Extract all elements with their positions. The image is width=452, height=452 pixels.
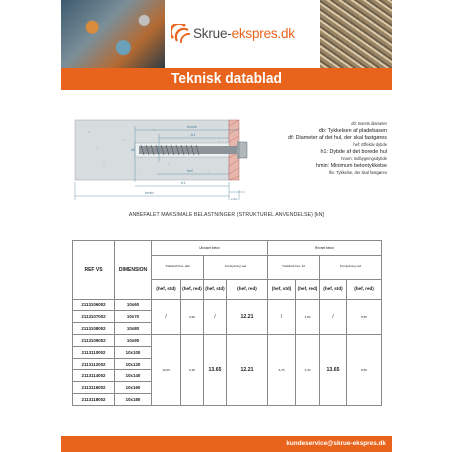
unit-header: (hef, red) [227,279,268,299]
header-shear-2: Forskydning ved [320,255,382,279]
value-cell: / [152,299,181,334]
anchor-diagram [69,112,249,208]
ref-cell: 2113106002 [73,299,115,311]
header-dimension: DIMENSION [115,241,152,300]
header-banner [61,0,392,68]
footer-bar [61,436,392,452]
value-cell: / [204,299,227,334]
ref-cell: 2113109002 [73,335,115,347]
h-min-label: hmin [145,190,154,195]
h-ef-label: hef [187,168,193,173]
dimension-cell: 10x160 [115,382,152,394]
title-bar [61,68,392,90]
unit-header: (hef, red) [296,279,320,299]
value-cell: 6,50 [181,299,204,334]
dimension-cell: 10x180 [115,394,152,406]
legend-line: d0: Borets diameter [351,121,387,126]
ref-cell: 2113112002 [73,358,115,370]
contact-email-link[interactable]: kundeservice@skrue-ekspres.dk [286,440,386,447]
ref-cell: 2113114002 [73,370,115,382]
value-cell: 12.21 [227,335,268,406]
h1-label: h1 [191,132,196,137]
header-tension-1: Trækkraft fres. ø02 [152,255,204,279]
header-shear-1: Forskydning ved [204,255,268,279]
load-table [72,240,382,406]
value-cell: 4,80 [296,299,320,334]
tfix-label: ≥ tfix [231,197,238,201]
value-cell: / [268,299,296,334]
datasheet-page [61,0,392,452]
value-cell: / [320,299,347,334]
d0-label: d0 [131,148,135,152]
h1-bottom-label: h1 [181,180,186,185]
legend-line: hmin: Minimum betontykkelse [315,163,387,169]
legend-line: tfix: Tykkelse, der skal fastgøres [328,170,387,176]
unit-header: (hef, std) [268,279,296,299]
ref-cell: 2113110002 [73,346,115,358]
dimension-cell: 10x120 [115,358,152,370]
dimension-cell: 10x70 [115,311,152,323]
header-cracked: Revnet beton [268,241,382,256]
value-cell: 8,55 [347,335,382,406]
header-ref-vs: REF VS [73,241,115,300]
ref-cell: 2113118002 [73,394,115,406]
dimension-cell: 10x80 [115,323,152,335]
table-row [73,299,382,311]
dimension-cell: 10x60 [115,299,152,311]
h-nom-label: hnom [187,124,198,129]
unit-header: (hef, std) [204,279,227,299]
dimension-cell: 10x90 [115,335,152,347]
page-title: Teknisk datablad [171,70,282,87]
header-uncracked: Uknoket beton [152,241,268,256]
table-row [73,335,382,347]
table-subtitle: ANBEFALET MAKSIMALE BELASTNINGER (STRUKTUREL ANVENDELSE) [kN] [128,212,325,218]
unit-header: (hef, std) [152,279,181,299]
value-cell: 13.65 [204,335,227,406]
legend-line: df: Diameter af det hul, der skal fastgøres [288,135,387,141]
ref-cell: 2113108002 [73,323,115,335]
tools-photo [61,0,165,68]
value-cell: 13.65 [320,335,347,406]
unit-header: (hef, red) [181,279,204,299]
logo[interactable] [165,0,320,68]
legend-line: db: Tykkelsen af pladebasen [318,127,387,134]
ref-cell: 2113107002 [73,311,115,323]
ref-cell: 2113116002 [73,382,115,394]
value-cell: 6,35 [181,335,204,406]
legend-line: h1: Dybde af det borede hul [320,149,387,155]
dimension-cell: 10x100 [115,346,152,358]
logo-text: Skrue-ekspres.dk [193,26,295,41]
header-tension-2: Trækkraft fres. 3d [268,255,320,279]
screw-logo-icon [171,24,191,44]
value-cell: 10,65 [152,335,181,406]
screws-photo [320,0,392,68]
legend-line: hef: Effektiv dybde [353,142,387,148]
legend-line: hnom: Indbygningsdybde [341,156,387,162]
unit-header: (hef, red) [347,279,382,299]
value-cell: 12.21 [227,299,268,334]
value-cell: 8,55 [347,299,382,334]
value-cell: 6,70 [268,335,296,406]
dimension-cell: 10x140 [115,370,152,382]
unit-header: (hef, std) [320,279,347,299]
value-cell: 4,30 [296,335,320,406]
diagram-legend [251,121,387,177]
